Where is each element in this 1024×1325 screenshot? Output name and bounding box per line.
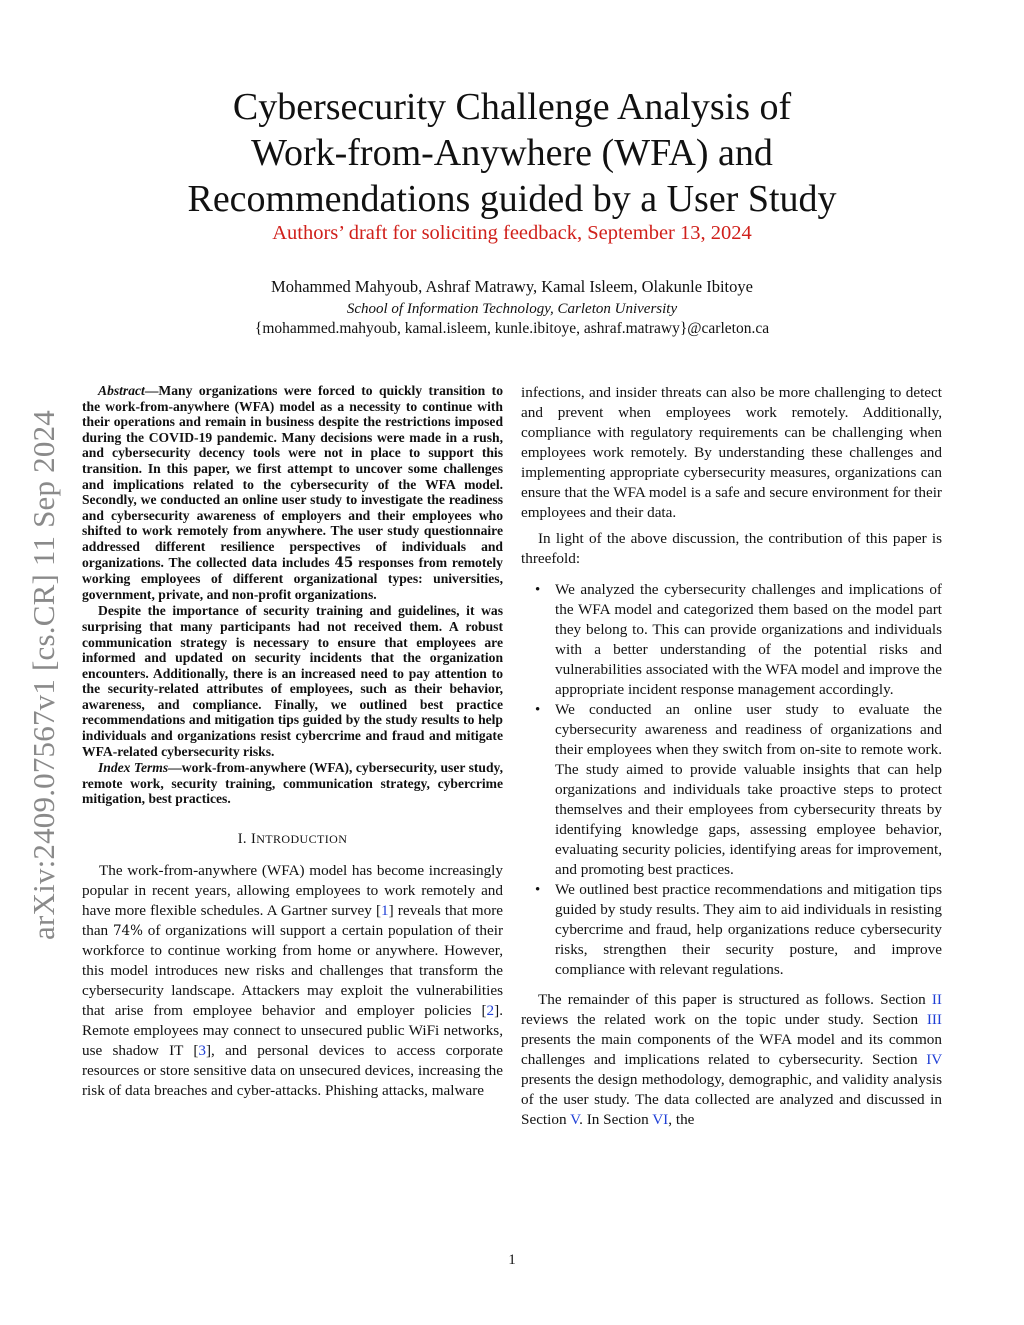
section-link-2[interactable]: II [931,991,942,1008]
page-number: 1 [508,1252,516,1268]
arxiv-identifier: arXiv:2409.07567v1 [cs.CR] 11 Sep 2024 [26,410,61,940]
paper-structure-paragraph [521,990,942,1130]
structure-text-c: presents the main components of the WFA model and its common challenges and implications related to cybersecurity. Section [521,1031,942,1068]
section-heading-introduction [82,829,503,849]
citation-link-3[interactable]: 3 [198,1042,206,1060]
abstract-text-1b: responses from remotely working employees of different organizational types: universities, government, private, and non-profit organizations. [82,554,503,602]
list-item [521,580,942,700]
title-line-3: Recommendations guided by a User Study [187,178,837,220]
author-list: Mohammed Mahyoub, Ashraf Matrawy, Kamal Isleem, Olakunle Ibitoye [271,277,753,296]
intro-paragraph [82,861,503,1101]
contribution-text-2: We conducted an online user study to evaluate the cybersecurity awareness and readiness of organizations and their employees when they switch from on-site to remote work. The study aimed to provide valuable insights that can help organizations and individuals take proactive steps to protect themselves and their employees from cybersecurity threats by identifying knowledge gaps, assessing employee behavior, evaluating security policies, identifying areas for improvement, and promoting best practices. [555,701,942,878]
abstract-paragraph-2: Despite the importance of security training and guidelines, it was surprising that many participants had not received them. A robust communication strategy is necessary to ensure that employees are informed and updated on security incidents that the organization encounters. Additionally, there is an increased need to pay attention to the security-related attributes of employees, such as their behavior, awareness, and compliance. Finally, we outlined best practice recommendations and mitigation tips guided by the study results to help individuals and organizations resist cybercrime and fraud and mitigate WFA-related cybersecurity risks. [82,603,503,759]
draft-note: Authors’ draft for soliciting feedback, September 13, 2024 [272,222,752,244]
structure-text-a: The remainder of this paper is structured as follows. Section [538,991,932,1008]
right-column [521,383,942,1130]
list-item [521,700,942,880]
structure-text-d: presents the design methodology, demographic, and validity analysis of the user study. The data collected are analyzed and discussed in Section [521,1071,942,1128]
bullet-icon: • [535,882,541,898]
section-link-3[interactable]: III [926,1011,942,1028]
affiliation: School of Information Technology, Carleton University [346,301,678,317]
section-link-6[interactable]: VI [652,1111,669,1128]
index-terms-label: Index Terms [98,760,169,776]
structure-text-e: . In Section [579,1111,653,1128]
section-link-4[interactable]: IV [926,1051,942,1068]
response-count: 45 [334,554,354,571]
author-emails: {mohammed.mahyoub, kamal.isleem, kunle.ibitoye, ashraf.matrawy}@carleton.ca [254,320,770,337]
index-terms-text: —work-from-anywhere (WFA), cybersecurity, user study, remote work, security training, communication strategy, cybercrime mitigation, best practices. [82,760,503,807]
section-numeral: I. I [237,831,257,848]
abstract-paragraph-1 [82,383,503,602]
structure-text-b: reviews the related work on the topic under study. Section [521,1011,927,1028]
intro-text-d: ]. Remote employees may connect to unsecured public WiFi networks, use shadow IT [ [82,1002,503,1060]
contribution-text-1: We analyzed the cybersecurity challenges and implications of the WFA model and categorized them based on the model part they belong to. This can provide organizations and individuals with a better understanding of the potential risks and vulnerabilities associated with the WFA model and improve the appropriate incident response management accordingly. [555,581,942,698]
contribution-text-3: We outlined best practice recommendations and mitigation tips guided by study results. They aim to aid individuals in resisting cybercrime and fraud, help organizations reduce cybersecurity risks, strengthen their security posture, and improve compliance with relevant regulations. [555,881,942,978]
title-line-1: Cybersecurity Challenge Analysis of [232,86,792,128]
citation-link-2[interactable]: 2 [486,1002,495,1020]
bullet-icon: • [535,582,541,598]
bullet-icon: • [535,702,541,718]
contribution-list [521,580,942,980]
intro-text-a: The work-from-anywhere (WFA) model has become increasingly popular in recent years, allowing employees to work remotely and have more flexible schedules. A Gartner survey [ [82,862,503,920]
percent-value: 74% [112,923,143,940]
index-terms [82,760,503,807]
section-name: NTRODUCTION [256,832,348,847]
contribution-intro: In light of the above discussion, the contribution of this paper is threefold: [521,530,942,567]
list-item [521,880,942,980]
intro-continued-paragraph: infections, and insider threats can also be more challenging to detect and prevent when employees work remotely. Additionally, compliance with regulatory requirements can be challenging when employees work remotely. By understanding these challenges and implementing appropriate cybersecurity measures, organizations can ensure that the WFA model is a safe and secure environment for their employees and their data. [521,384,942,521]
title-line-2: Work-from-Anywhere (WFA) and [251,132,773,174]
paper-title [80,84,944,222]
section-link-5[interactable]: V [570,1111,580,1128]
abstract-label: Abstract [98,383,145,398]
citation-link-1[interactable]: 1 [381,902,389,920]
abstract-text-1a: —Many organizations were forced to quickly transition to the work-from-anywhere (WFA) model as a necessity to continue with their operations and remain in business despite the restrictions imposed during the COVID-19 pandemic. Many decisions were made in a rush, and cybersecurity decency tools were not in place to support this transition. In this paper, we first attempt to uncover some challenges and implications related to the cybersecurity of the WFA model. Secondly, we conducted an online user study to investigate the readiness and cybersecurity awareness of employers and their employees who shifted to work remotely from anywhere. The user study questionnaire addressed different resilience perspectives of individuals and organizations. The collected data includes [82,383,503,570]
structure-text-f: , the [668,1111,695,1128]
intro-text-e: ], and personal devices to access corporate resources or store sensitive data on unsecured devices, increasing the risk of data breaches and cyber-attacks. Phishing attacks, malware [82,1042,503,1100]
intro-text-b: ] reveals that more than [82,902,503,940]
left-column [82,383,503,1101]
intro-text-c: of organizations will support a certain population of their workforce to continue working from home or anywhere. However, this model introduces new risks and challenges that transform the cybersecurity landscape. Attackers may exploit the vulnerabilities that arise from employee behavior and employer policies [ [82,922,503,1020]
